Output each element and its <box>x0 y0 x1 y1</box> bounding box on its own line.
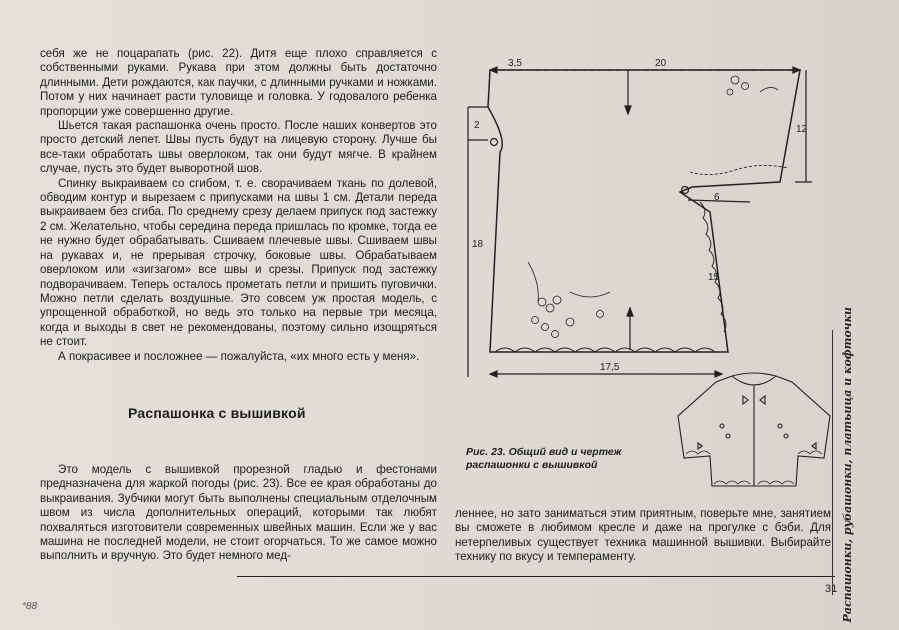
dim-12: 12 <box>796 124 808 135</box>
scalloped-sleeve <box>700 202 726 332</box>
paragraph-how-to-sew: Шьется такая распашонка очень просто. После наших конвертов это просто детский лепет. Швы пусть будут на лицевую сторону. Лучше бы все-таки обработать швы оверлоком, так они будут мягче. В крайнем случае, пусть это будет выворотной шов. <box>40 119 437 176</box>
scalloped-cuff <box>690 165 788 174</box>
paragraph-closing: А покрасивее и посложнее — пожалуйста, «их много есть у меня». <box>58 349 420 363</box>
garment-illustration <box>672 366 837 491</box>
dim-20: 20 <box>655 58 667 69</box>
right-column-bottom <box>455 507 831 565</box>
dim-3-5: 3,5 <box>508 58 522 69</box>
spine-title-text: Распашонки, рубашонки, платьица и кофточки <box>840 307 854 623</box>
page-number: 31 <box>825 583 838 595</box>
dim-18: 18 <box>472 239 484 250</box>
left-column-top <box>40 47 437 364</box>
footer-rule <box>237 576 835 577</box>
paragraph-continuation: себя же не поцарапать (рис. 22). Дитя еще плохо справляется с собственными руками. Рукава при этом должны быть достаточно длинными. Дети рождаются, как паучки, с длинными ручками и ножками. Потом у них начинает расти туловище и головка. У годовалого ребенка пропорции уже совершенно другие. <box>40 47 437 118</box>
notch-circle-left <box>491 139 498 146</box>
page-stamp: *88 <box>22 601 38 612</box>
dim-6: 6 <box>714 192 720 203</box>
dim-17-5: 17,5 <box>600 362 620 373</box>
grain-arrow-bottom <box>627 308 633 316</box>
left-column-bottom <box>40 463 437 564</box>
paragraph-embroidery-model: Это модель с вышивкой прорезной гладью и фестонами предназначена для жаркой погоды (рис. 23). Все ее края обработаны до выкраивания. Зубчики могут быть выполнены специальным отделочным швом из числа дополнительных операций, которыми так любят похваляться изготовители современных швейных машин. Если же у вас машина не последней модели, не стоит огорчаться. То же самое можно выполнить и вручную. Это будет немного мед- <box>40 463 437 563</box>
pattern-outline <box>488 70 800 352</box>
paragraph-continuation-right: леннее, но зато заниматься этим приятным, поверьте мне, занятием вы сможете в любимом кресле и даже на прогулке с бэби. Для нетерпеливых существует техника машинной вышивки. Выбирайте технику по вкусу и темпераменту. <box>455 507 831 564</box>
spine-title <box>838 307 856 623</box>
paragraph-cutting-instructions: Спинку выкраиваем со сгибом, т. е. сворачиваем ткань по долевой, обводим контур и вырезаем с припусками на швы 1 см. Детали переда выкраиваем без сгиба. По среднему срезу делаем припуск под застежку 2 см. Желательно, чтобы середина переда пришлась по кромке, тогда ее не нужно будет обрабатывать. Сшиваем плечевые швы. Сшиваем швы на рукавах и, не прерывая строчку, боковые швы. Обрабатываем оверлоком или «зигзагом» все швы и срезы. Припуск под застежку подворачиваем. Теперь осталось прометать петли и пришить пуговички. Можно петли сделать воздушные. Это совсем уж простая модель, с упрощенной обработкой, но ведь это только на первые три месяца, когда и выходы в свет не рекомендованы, поэтому сильно изощряться не стоит. <box>40 176 437 349</box>
figure-caption: Рис. 23. Общий вид и чертеж распашонки с вышивкой <box>466 446 622 471</box>
dim-15: 15 <box>708 272 720 283</box>
pattern-drawing <box>460 52 820 387</box>
embroidery-motif <box>528 76 778 338</box>
section-heading: Распашонка с вышивкой <box>128 405 306 421</box>
dim-2: 2 <box>474 120 480 131</box>
garment-collar <box>732 376 776 385</box>
